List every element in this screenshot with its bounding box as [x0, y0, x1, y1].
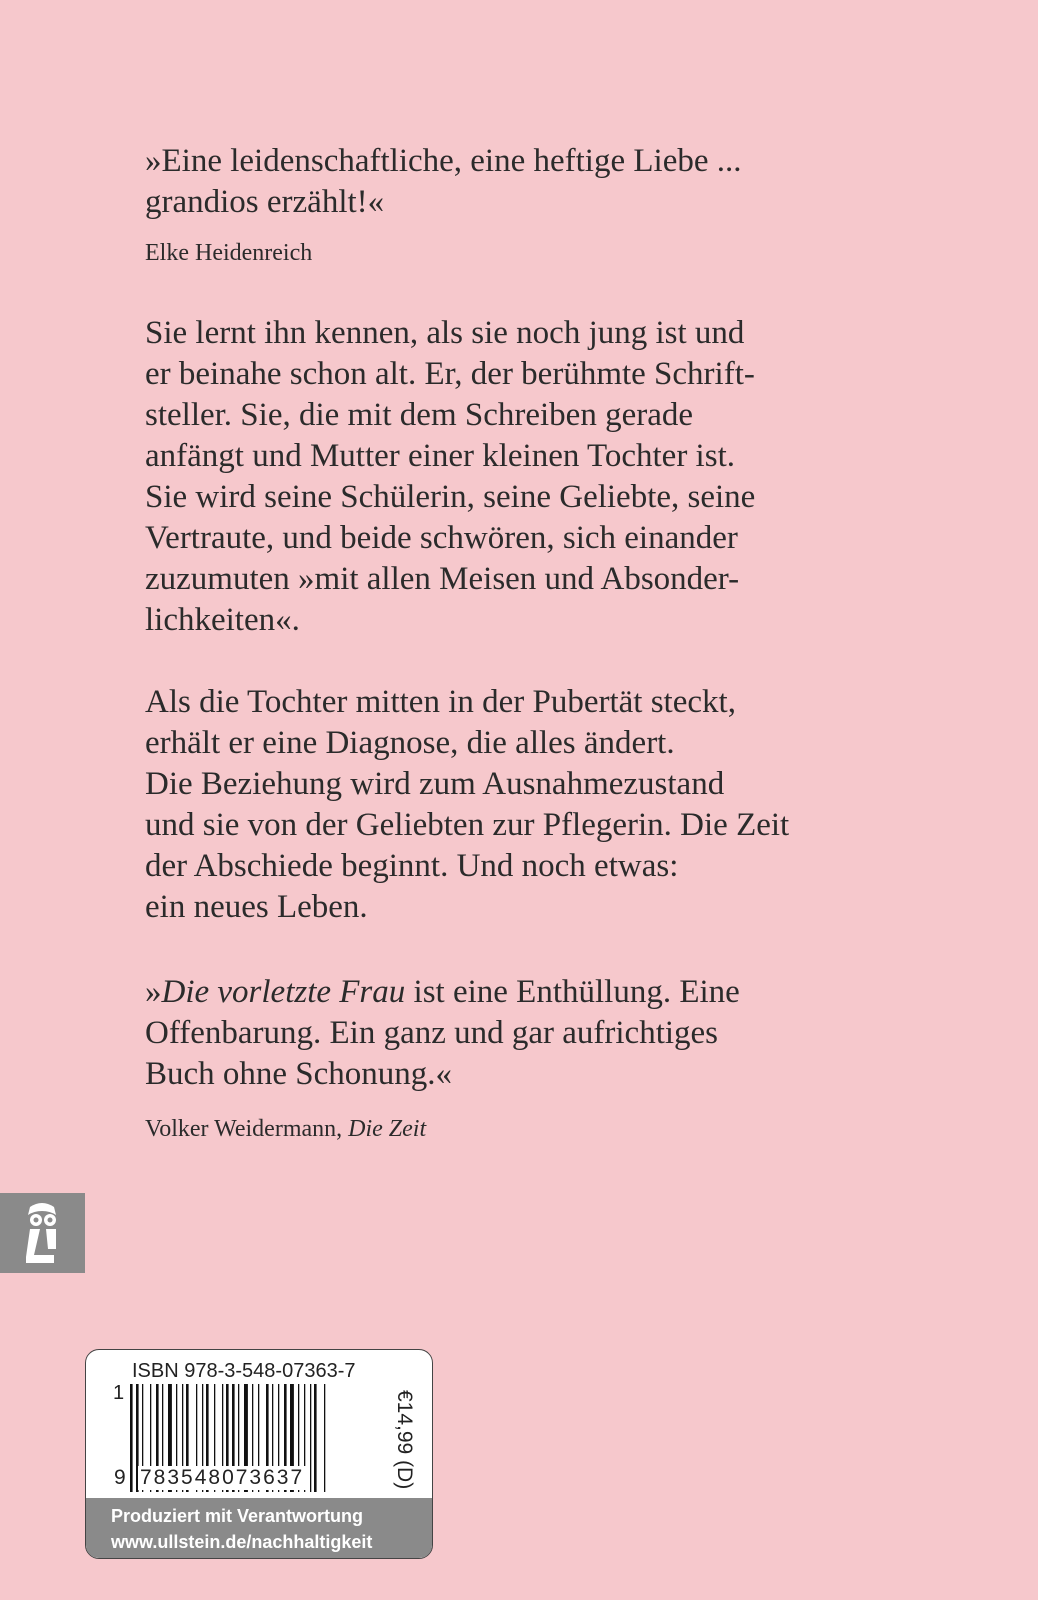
closing-quote — [145, 972, 945, 1095]
text-line: Vertraute, und beide schwören, sich einander — [145, 520, 738, 556]
closing-quote-attribution — [145, 1114, 426, 1144]
blurb-paragraph-2 — [145, 682, 945, 928]
opening-quote-line: grandios erzählt!« — [145, 184, 385, 220]
barcode-lead-digit: 1 — [113, 1382, 125, 1404]
sustainability-url: www.ullstein.de/nachhaltigkeit — [111, 1532, 373, 1552]
barcode-bar — [324, 1384, 325, 1492]
quote-mark: » — [145, 974, 162, 1010]
closing-quote-line — [145, 972, 945, 1013]
closing-quote-line: Buch ohne Schonung.« — [145, 1056, 453, 1092]
text-line: ein neues Leben. — [145, 889, 368, 925]
text-line: er beinahe schon alt. Er, der berühmte Schrift- — [145, 356, 755, 392]
critic-name: Volker Weidermann, — [145, 1116, 349, 1142]
text-line: Sie wird seine Schülerin, seine Geliebte, seine — [145, 479, 756, 515]
text-line: und sie von der Geliebten zur Pflegerin. Die Zeit — [145, 807, 790, 843]
text-line: Die Beziehung wird zum Ausnahmezustand — [145, 766, 725, 802]
sustainability-band — [86, 1498, 432, 1558]
owl-logo-graphic — [0, 1193, 85, 1273]
barcode-digits: 783548073637 — [140, 1466, 305, 1489]
text-line: Als die Tochter mitten in der Pubertät steckt, — [145, 684, 736, 720]
closing-quote-text: ist eine Enthüllung. Eine — [405, 974, 740, 1010]
text-line: lichkeiten«. — [145, 602, 300, 638]
blurb-paragraph-1 — [145, 313, 945, 641]
text-line: der Abschiede beginnt. Und noch etwas: — [145, 848, 679, 884]
text-line: Sie lernt ihn kennen, als sie noch jung ist und — [145, 315, 745, 351]
barcode-label — [85, 1349, 433, 1559]
book-title: Die vorletzte Frau — [161, 974, 406, 1010]
sustainability-line: Produziert mit Verantwortung — [111, 1506, 364, 1526]
barcode-bar — [130, 1384, 133, 1492]
opening-quote-attribution: Elke Heidenreich — [145, 240, 313, 266]
text-line: zuzumuten »mit allen Meisen und Absonder- — [145, 561, 740, 597]
barcode-bar — [314, 1384, 317, 1492]
opening-quote-line: »Eine leidenschaftliche, eine heftige Liebe ... — [145, 143, 742, 179]
text-line: anfängt und Mutter einer kleinen Tochter ist. — [145, 438, 735, 474]
isbn-text: ISBN 978-3-548-07363-7 — [132, 1360, 356, 1382]
owl-logo-icon — [0, 1193, 85, 1273]
text-line: steller. Sie, die mit dem Schreiben gerade — [145, 397, 693, 433]
opening-quote — [145, 141, 945, 223]
text-line: erhält er eine Diagnose, die alles ändert. — [145, 725, 675, 761]
barcode-first-digit: 9 — [114, 1466, 126, 1489]
publication-name: Die Zeit — [348, 1116, 427, 1142]
closing-quote-line: Offenbarung. Ein ganz und gar aufrichtiges — [145, 1015, 719, 1051]
price-label: €14,99 (D) — [393, 1390, 416, 1490]
barcode-bar — [310, 1384, 311, 1492]
